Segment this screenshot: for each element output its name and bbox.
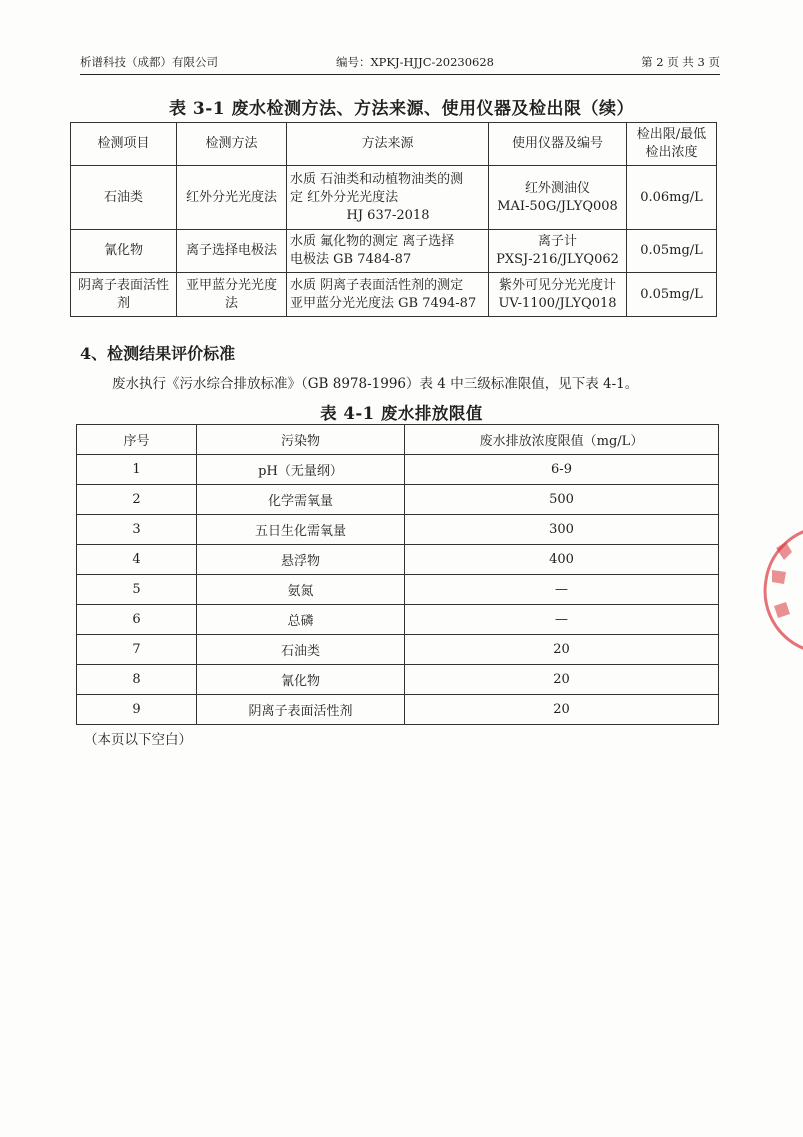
col-header-limit-line: 检出限/最低 [636, 127, 707, 142]
cell-limit: 20 [405, 635, 719, 665]
cell-instrument [489, 273, 627, 317]
col-header-limit [627, 123, 717, 166]
cell-index: 2 [77, 485, 197, 515]
cell-limit: 400 [405, 545, 719, 575]
table-header-row [71, 123, 717, 166]
cell-pollutant: 悬浮物 [197, 545, 405, 575]
cell-source-line: HJ 637-2018 [346, 207, 430, 223]
cell-instrument-line: 离子计 [537, 234, 577, 249]
cell-source-line: 定 红外分光光度法 [290, 189, 399, 205]
col-header-method: 检测方法 [177, 123, 287, 166]
col-header-limit: 废水排放浓度限值（mg/L） [405, 425, 719, 455]
cell-method [177, 273, 287, 317]
cell-limit: 6-9 [405, 455, 719, 485]
table-row [77, 665, 719, 695]
table-3-1-title: 表 3-1 废水检测方法、方法来源、使用仪器及检出限（续） [168, 99, 635, 119]
cell-limit: 0.05mg/L [627, 230, 717, 273]
cell-index: 6 [77, 605, 197, 635]
cell-limit: 0.05mg/L [627, 273, 717, 317]
table-row [71, 230, 717, 273]
method-table [70, 122, 717, 317]
cell-pollutant: 氨氮 [197, 575, 405, 605]
cell-item-line: 剂 [116, 295, 130, 311]
cell-pollutant: 化学需氧量 [197, 485, 405, 515]
cell-item: 石油类 [71, 166, 177, 230]
col-header-limit-line: 检出浓度 [645, 145, 698, 160]
cell-index: 8 [77, 665, 197, 695]
table-row [77, 575, 719, 605]
red-seal-stamp [758, 520, 803, 660]
cell-pollutant: 石油类 [197, 635, 405, 665]
cell-index: 3 [77, 515, 197, 545]
cell-instrument-line: PXSJ-216/JLYQ062 [496, 252, 619, 267]
cell-index: 9 [77, 695, 197, 725]
cell-method: 红外分光光度法 [177, 166, 287, 230]
cell-method: 离子选择电极法 [177, 230, 287, 273]
cell-limit: 0.06mg/L [627, 166, 717, 230]
cell-source-line: 水质 氟化物的测定 离子选择 [290, 234, 455, 249]
cell-index: 5 [77, 575, 197, 605]
cell-pollutant: pH（无量纲） [197, 455, 405, 485]
cell-source [287, 273, 489, 317]
cell-method-line: 亚甲蓝分光光度 [185, 277, 277, 293]
table-row [77, 515, 719, 545]
col-header-index: 序号 [77, 425, 197, 455]
cell-instrument-line: 紫外可见分光光度计 [498, 277, 616, 293]
cell-instrument-line: 红外测油仪 [524, 180, 590, 196]
col-header-instrument: 使用仪器及编号 [489, 123, 627, 166]
company-name: 析谱科技（成都）有限公司 [80, 55, 218, 69]
table-row [77, 635, 719, 665]
cell-item [71, 273, 177, 317]
table-row [77, 695, 719, 725]
cell-source-line: 水质 阴离子表面活性剂的测定 [290, 277, 464, 293]
cell-limit: 300 [405, 515, 719, 545]
table-header-row [77, 425, 719, 455]
cell-source-line: 亚甲蓝分光光度法 GB 7494-87 [290, 295, 477, 311]
cell-limit: 20 [405, 695, 719, 725]
cell-source [287, 230, 489, 273]
cell-item-line: 阴离子表面活性 [77, 277, 169, 293]
col-header-pollutant: 污染物 [197, 425, 405, 455]
cell-instrument-line: MAI-50G/JLYQ008 [497, 198, 618, 214]
document-number: 编号：XPKJ-HJJC-20230628 [336, 55, 494, 69]
section-4-heading: 4、检测结果评价标准 [80, 344, 236, 363]
cell-method-line: 法 [224, 295, 238, 311]
table-row [77, 455, 719, 485]
cell-pollutant: 总磷 [197, 605, 405, 635]
col-header-item: 检测项目 [71, 123, 177, 166]
cell-index: 4 [77, 545, 197, 575]
section-4-paragraph: 废水执行《污水综合排放标准》（GB 8978-1996）表 4 中三级标准限值，见下表 4-1。 [112, 376, 639, 392]
col-header-source: 方法来源 [287, 123, 489, 166]
cell-index: 1 [77, 455, 197, 485]
cell-limit: 20 [405, 665, 719, 695]
table-row [71, 273, 717, 317]
table-row [77, 605, 719, 635]
table-row [71, 166, 717, 230]
cell-pollutant: 氰化物 [197, 665, 405, 695]
blank-page-note: （本页以下空白） [84, 732, 192, 748]
cell-source [287, 166, 489, 230]
limits-table [76, 424, 719, 725]
cell-pollutant: 五日生化需氧量 [197, 515, 405, 545]
cell-instrument-line: UV-1100/JLYQ018 [498, 295, 617, 311]
cell-limit: — [405, 575, 719, 605]
cell-limit: — [405, 605, 719, 635]
table-4-1-title: 表 4-1 废水排放限值 [320, 404, 483, 423]
table-row [77, 545, 719, 575]
table-row [77, 485, 719, 515]
cell-source-line: 电极法 GB 7484-87 [290, 252, 412, 267]
cell-item: 氰化物 [71, 230, 177, 273]
page-number: 第 2 页 共 3 页 [641, 55, 720, 69]
cell-source-line: 水质 石油类和动植物油类的测 [290, 171, 464, 187]
cell-pollutant: 阴离子表面活性剂 [197, 695, 405, 725]
page-header [80, 50, 720, 75]
cell-index: 7 [77, 635, 197, 665]
cell-instrument [489, 230, 627, 273]
cell-instrument [489, 166, 627, 230]
cell-limit: 500 [405, 485, 719, 515]
